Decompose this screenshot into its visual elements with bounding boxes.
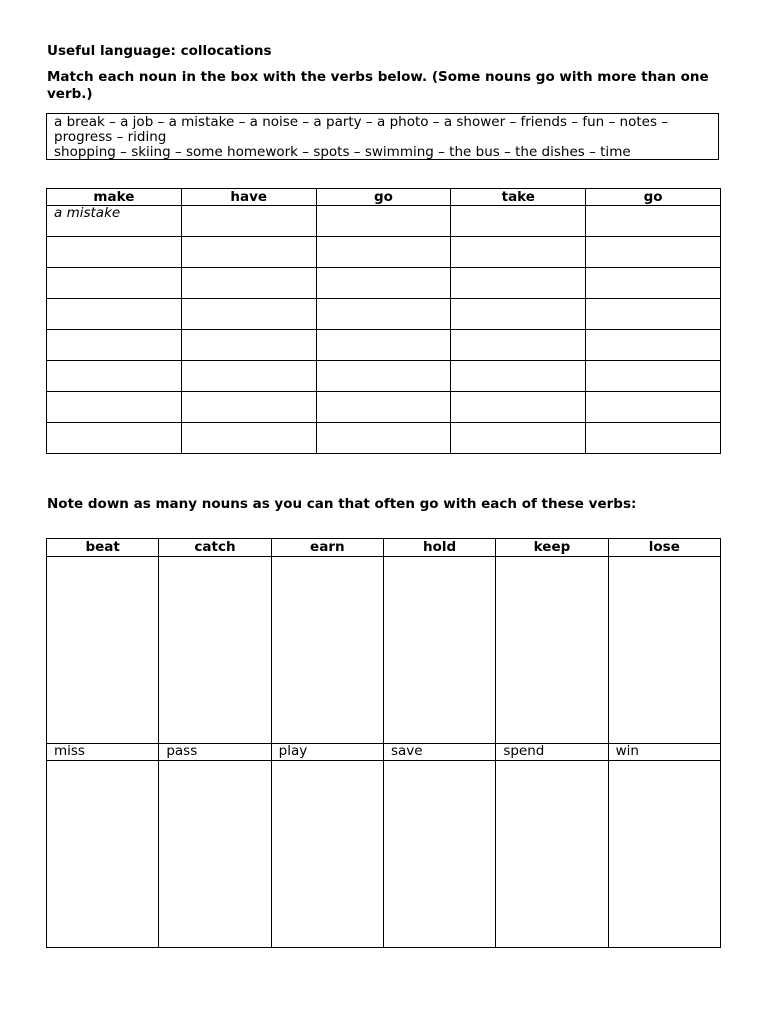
answer-cell[interactable] [316, 392, 451, 423]
answer-cell[interactable] [451, 361, 586, 392]
notes-cell[interactable] [496, 761, 608, 948]
table-row [47, 206, 721, 237]
answer-cell[interactable] [47, 299, 182, 330]
verb-row [47, 744, 721, 761]
notes-cell[interactable] [496, 557, 608, 744]
answer-cell[interactable] [47, 268, 182, 299]
header-hold: hold [383, 539, 495, 557]
answer-cell[interactable] [451, 392, 586, 423]
header-have: have [181, 189, 316, 206]
answer-cell[interactable] [316, 237, 451, 268]
verb-spend: spend [496, 744, 608, 761]
notes-cell[interactable] [271, 557, 383, 744]
answer-cell[interactable] [181, 237, 316, 268]
table-row [47, 761, 721, 948]
verb-save: save [383, 744, 495, 761]
answer-cell[interactable] [47, 361, 182, 392]
verb-play: play [271, 744, 383, 761]
noun-box [46, 113, 719, 160]
answer-cell[interactable] [451, 268, 586, 299]
answer-cell[interactable] [316, 299, 451, 330]
notes-cell[interactable] [608, 761, 720, 948]
answer-cell[interactable] [451, 237, 586, 268]
verb-noun-table [46, 538, 721, 948]
table-header-row [47, 539, 721, 557]
notes-cell[interactable] [159, 761, 271, 948]
answer-cell[interactable] [181, 361, 316, 392]
header-beat: beat [47, 539, 159, 557]
answer-cell[interactable] [586, 423, 721, 454]
table-row [47, 392, 721, 423]
table-row [47, 557, 721, 744]
answer-cell[interactable] [586, 392, 721, 423]
notes-cell[interactable] [271, 761, 383, 948]
answer-cell[interactable] [47, 330, 182, 361]
verb-miss: miss [47, 744, 159, 761]
answer-cell[interactable] [316, 423, 451, 454]
answer-cell[interactable] [451, 299, 586, 330]
answer-cell[interactable] [181, 423, 316, 454]
page-title: Useful language: collocations [47, 43, 272, 59]
answer-cell[interactable] [586, 237, 721, 268]
table-header-row [47, 189, 721, 206]
answer-cell[interactable] [451, 330, 586, 361]
answer-cell[interactable] [586, 206, 721, 237]
answer-cell[interactable] [451, 206, 586, 237]
answer-cell[interactable] [47, 392, 182, 423]
table-row [47, 361, 721, 392]
answer-cell[interactable] [181, 392, 316, 423]
answer-cell[interactable] [181, 330, 316, 361]
header-go-2: go [586, 189, 721, 206]
example-answer-cell: a mistake [47, 206, 182, 237]
answer-cell[interactable] [316, 206, 451, 237]
answer-cell[interactable] [316, 330, 451, 361]
notes-cell[interactable] [383, 557, 495, 744]
table-row [47, 268, 721, 299]
verb-win: win [608, 744, 720, 761]
answer-cell[interactable] [586, 268, 721, 299]
answer-cell[interactable] [316, 361, 451, 392]
notes-cell[interactable] [608, 557, 720, 744]
answer-cell[interactable] [181, 268, 316, 299]
noun-box-line-2: shopping – skiing – some homework – spots – swimming – the bus – the dishes – time [54, 144, 631, 160]
instruction-match: Match each noun in the box with the verbs below. (Some nouns go with more than one verb.) [47, 69, 709, 102]
header-make: make [47, 189, 182, 206]
table-row [47, 299, 721, 330]
notes-cell[interactable] [47, 761, 159, 948]
header-lose: lose [608, 539, 720, 557]
noun-box-line-1: a break – a job – a mistake – a noise – a party – a photo – a shower – friends – fun – notes – progress – riding [54, 114, 669, 145]
header-earn: earn [271, 539, 383, 557]
header-catch: catch [159, 539, 271, 557]
answer-cell[interactable] [586, 330, 721, 361]
table-row [47, 423, 721, 454]
answer-cell[interactable] [181, 299, 316, 330]
header-keep: keep [496, 539, 608, 557]
instruction-note-down: Note down as many nouns as you can that often go with each of these verbs: [47, 496, 637, 512]
notes-cell[interactable] [159, 557, 271, 744]
answer-cell[interactable] [316, 268, 451, 299]
verb-pass: pass [159, 744, 271, 761]
header-take: take [451, 189, 586, 206]
collocation-table [46, 188, 721, 454]
table-row [47, 330, 721, 361]
answer-cell[interactable] [47, 423, 182, 454]
answer-cell[interactable] [586, 299, 721, 330]
table-row [47, 237, 721, 268]
answer-cell[interactable] [586, 361, 721, 392]
answer-cell[interactable] [181, 206, 316, 237]
notes-cell[interactable] [47, 557, 159, 744]
answer-cell[interactable] [451, 423, 586, 454]
notes-cell[interactable] [383, 761, 495, 948]
answer-cell[interactable] [47, 237, 182, 268]
header-go: go [316, 189, 451, 206]
